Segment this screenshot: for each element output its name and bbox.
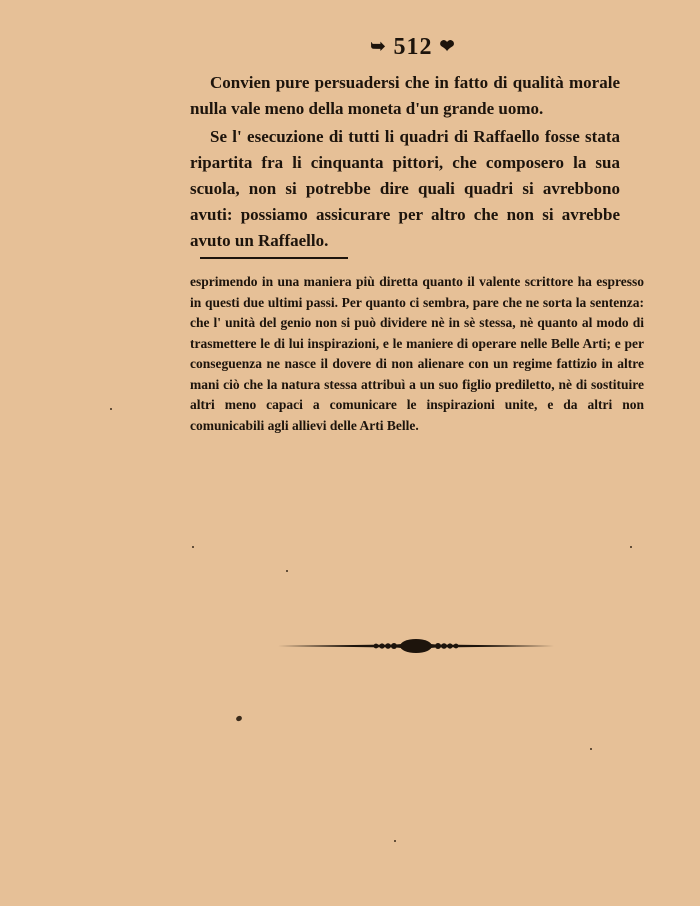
footnote-text: esprimendo in una maniera più diretta quanto il valente scrittore ha espresso in questi due ultimi passi. Per quanto ci sembra, pare che ne sorta la sentenza: che l' unità del genio non si può dividere nè in sè stessa, nè quanto al modo di trasmettere le di lui inspirazioni, e le maniere di operare nelle Belle Arti; e per conseguenza ne nasce il dovere di non alienare con un regime fattizio in altre mani ciò che la natura stessa attribuì a un suo figlio prediletto, nè di sostituire altri meno capaci a comunicare le inspirazioni unite, e da altri non comunicabili agli allievi delle Arti Belle. [190,274,644,433]
dust-speck [192,546,194,548]
page-number-header [0,34,700,61]
right-ornament-icon: ❤ [439,36,456,56]
dust-speck [110,408,112,410]
dust-speck [590,748,592,750]
dust-speck [630,546,632,548]
page-number: 512 [393,34,433,60]
ink-speck [235,715,243,722]
left-ornament-icon: ➥ [370,36,387,56]
footnote-block [190,272,644,436]
dust-speck [286,570,288,572]
paragraph-1: Convien pure persuadersi che in fatto di qualità morale nulla vale meno della moneta d'un grande uomo. [190,73,620,118]
paragraph-2: Se l' esecuzione di tutti li quadri di Raffaello fosse stata ripartita fra li cinquanta pittori, che composero la sua scuola, non si potrebbe dire quali quadri si avrebbono avuti: possiamo assicurare per altro che non si avrebbe avuto un Raffaello. [190,127,620,250]
main-text-block [190,70,620,254]
tailpiece-ornament-icon [276,634,556,658]
dust-speck [394,840,396,842]
footnote-separator-rule [200,257,348,259]
